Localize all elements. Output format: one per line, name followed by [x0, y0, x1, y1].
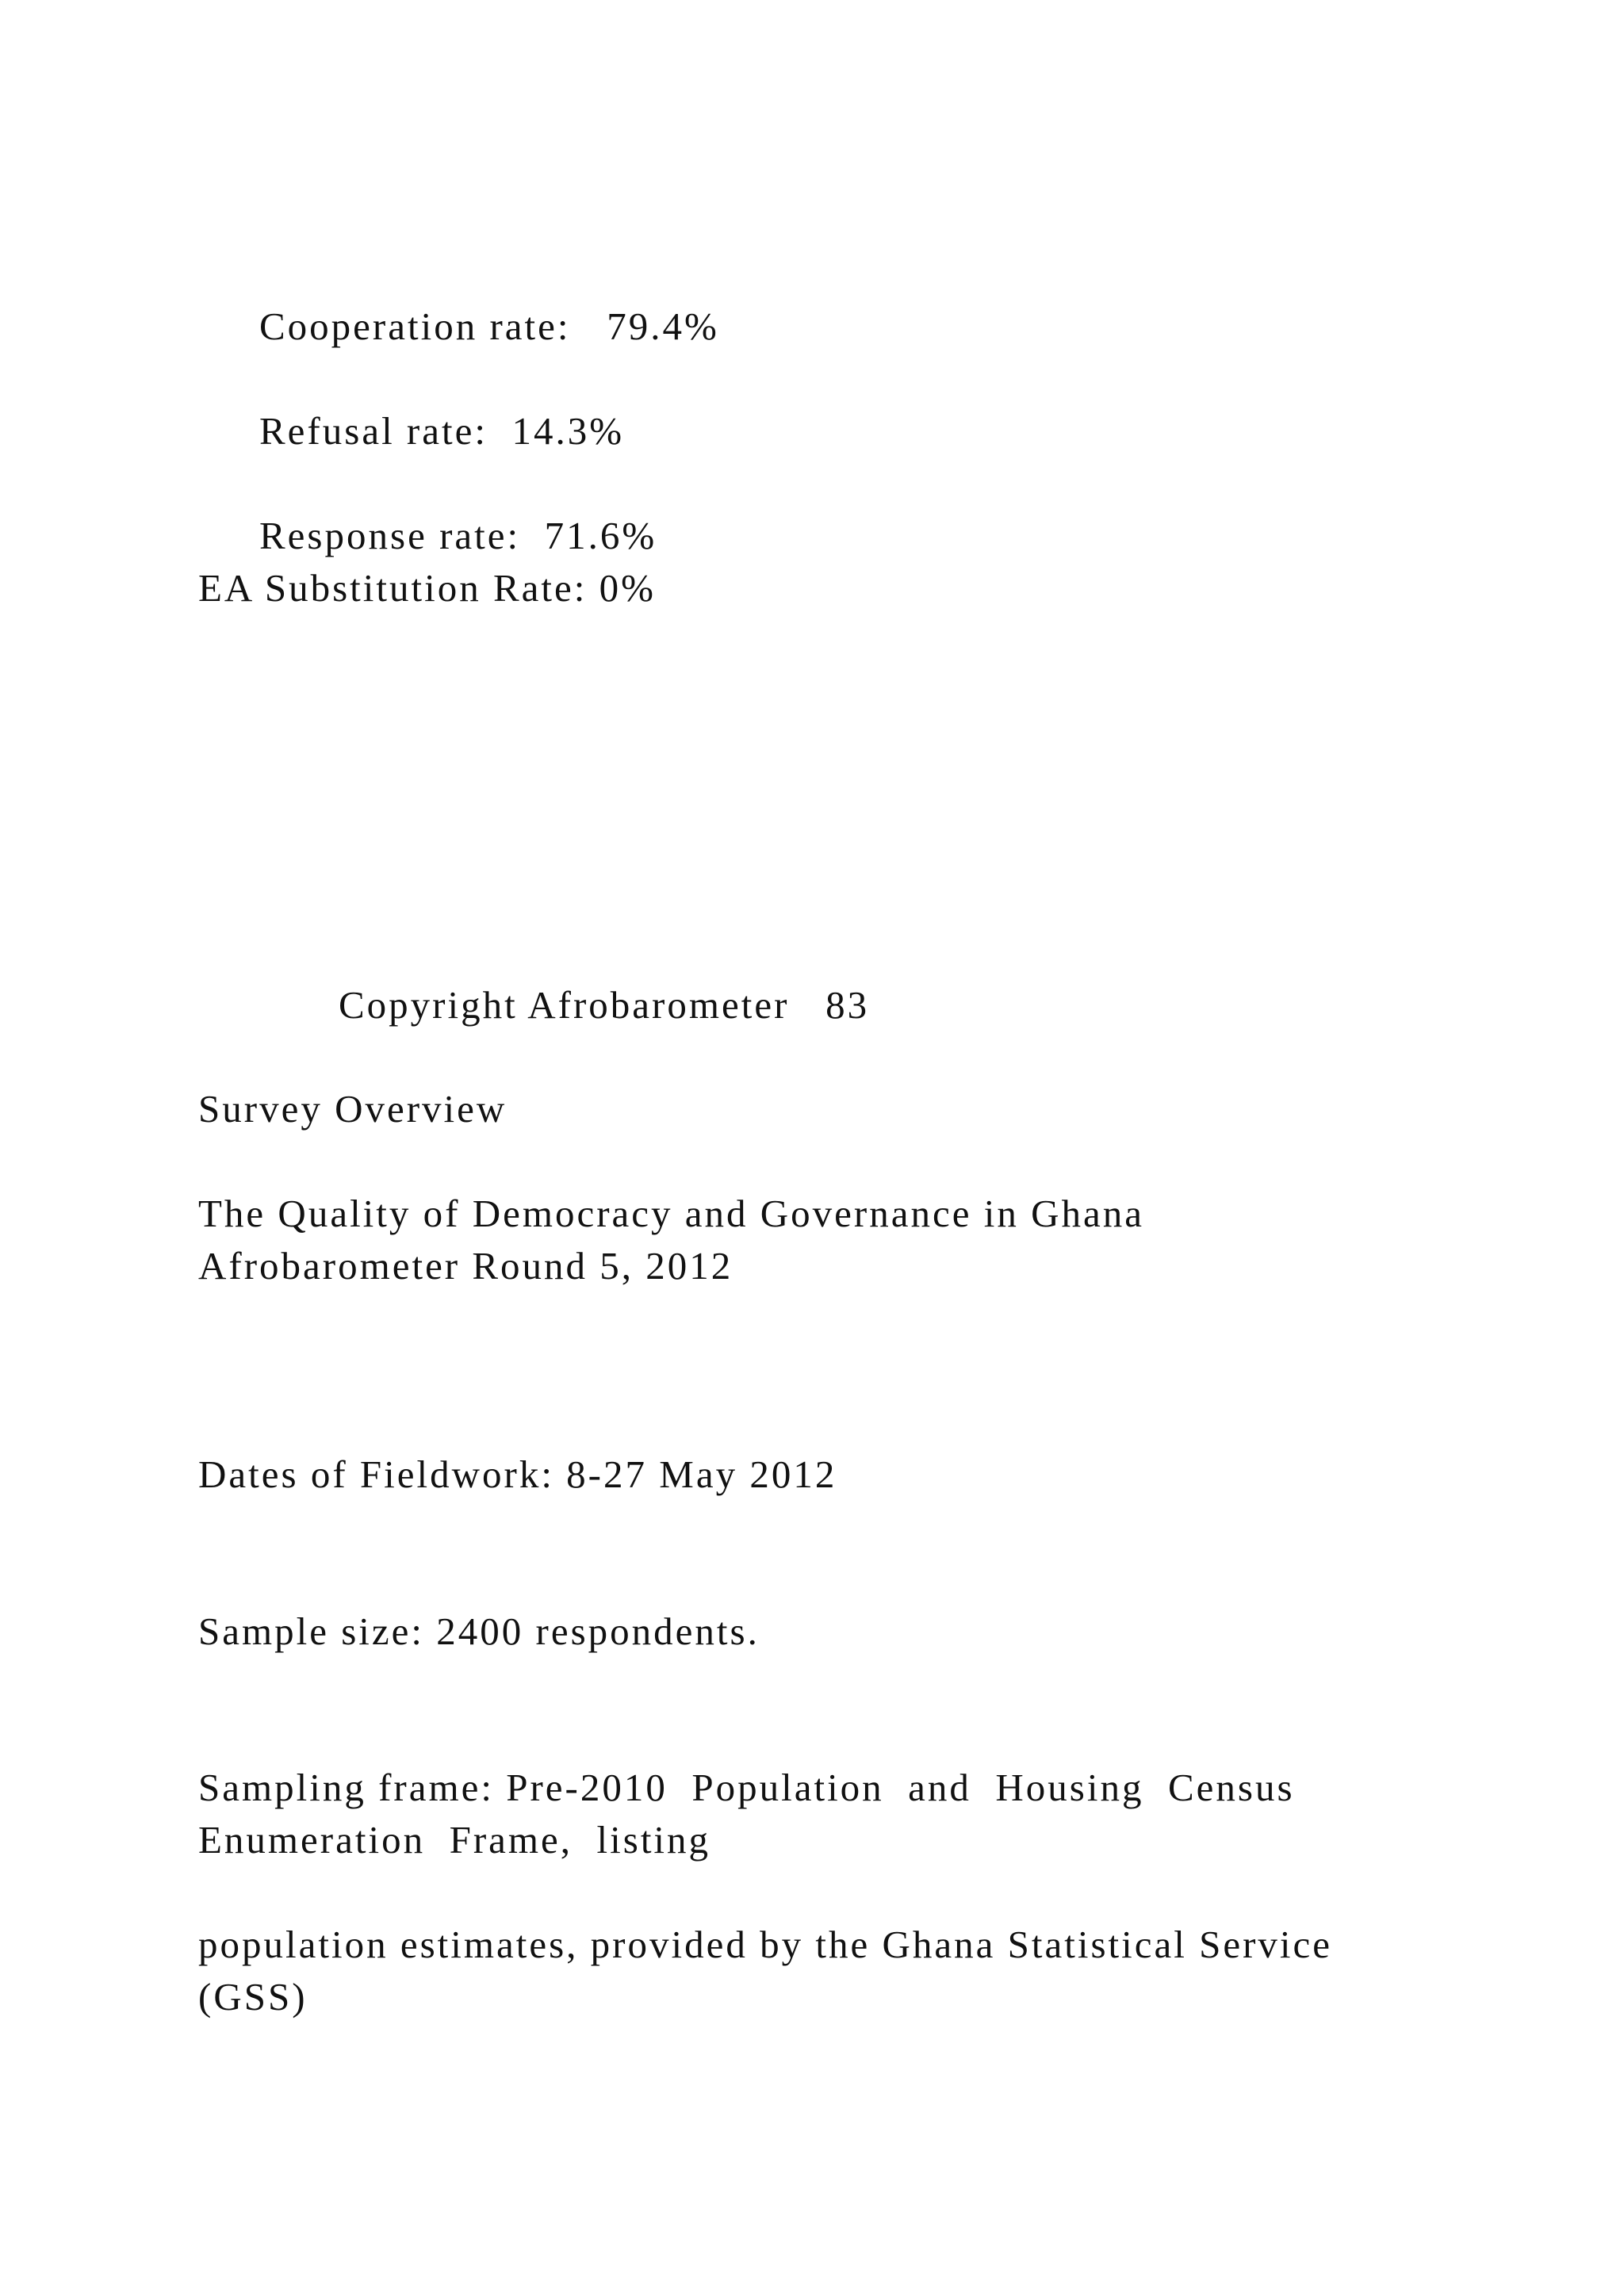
sample-size: Sample size: 2400 respondents. — [198, 1609, 760, 1653]
section-heading: Survey Overview — [198, 1087, 508, 1131]
sampling-frame-line2: Enumeration Frame, listing — [198, 1818, 711, 1862]
refusal-rate-value: 14.3% — [511, 409, 625, 453]
survey-title-line2: Afrobarometer Round 5, 2012 — [198, 1244, 733, 1288]
refusal-rate-label: Refusal rate: — [259, 409, 488, 453]
ea-substitution-rate: EA Substitution Rate: 0% — [198, 566, 656, 610]
fieldwork-dates: Dates of Fieldwork: 8-27 May 2012 — [198, 1452, 837, 1496]
sampling-frame-line1: Sampling frame: Pre-2010 Population and Housing Census — [198, 1766, 1295, 1809]
response-rate-value: 71.6% — [544, 514, 657, 557]
copyright-footer — [290, 927, 869, 1084]
response-rate-label: Response rate: — [259, 514, 521, 557]
page-number: 83 — [825, 983, 870, 1027]
cooperation-rate-value: 79.4% — [607, 304, 719, 348]
population-estimates-line1: population estimates, provided by the Ghana Statistical Service — [198, 1923, 1333, 1966]
population-estimates-line2: (GSS) — [198, 1975, 308, 2019]
cooperation-rate-label: Cooperation rate: — [259, 304, 571, 348]
copyright-text: Copyright Afrobarometer — [339, 983, 790, 1027]
survey-title-line1: The Quality of Democracy and Governance in Ghana — [198, 1192, 1144, 1235]
